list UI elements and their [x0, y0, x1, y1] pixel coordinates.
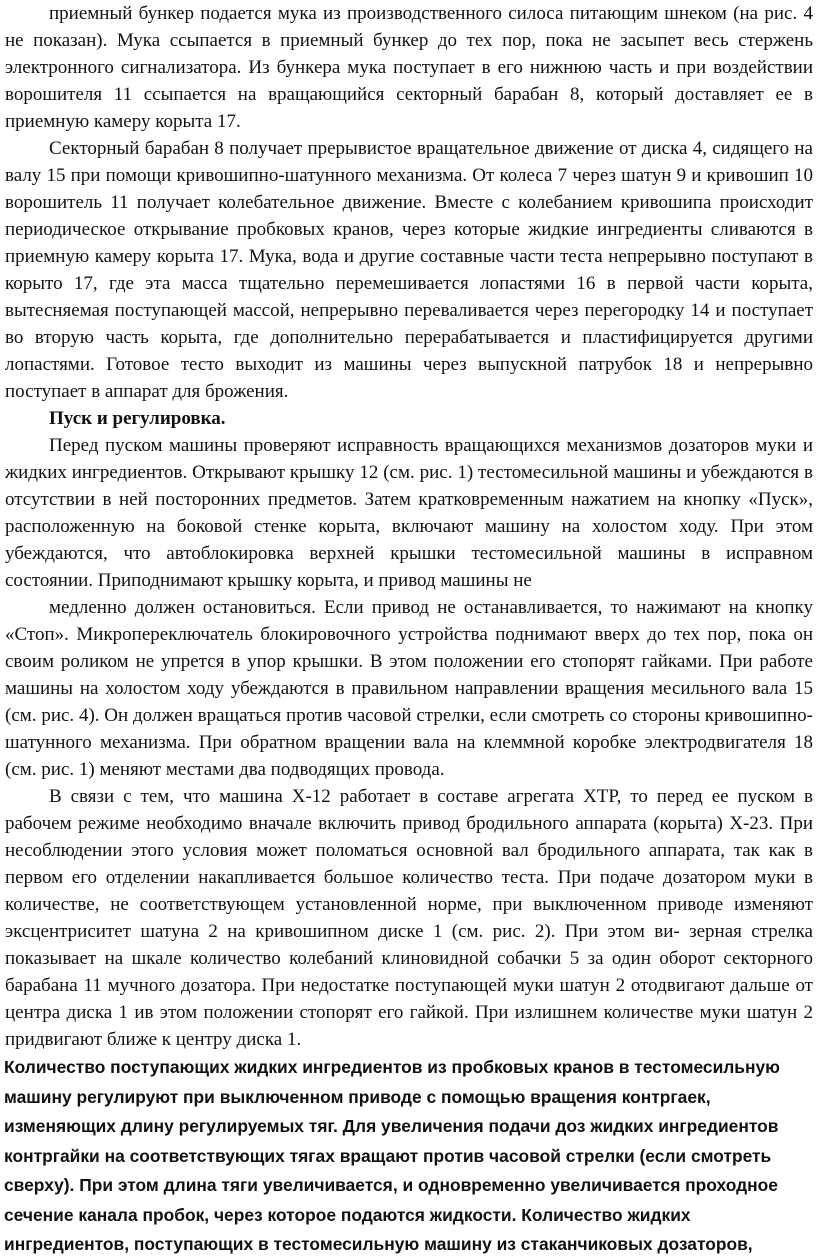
paragraph-aggregate-operation: В связи с тем, что машина Х-12 работает в составе агрегата ХТР, то перед ее пуском в рабочем режиме необходимо вначале включить привод бродильного аппарата (корыта) Х-23. При несоблюдении этого условия может поломаться основной вал бродильного аппарата, так как в первом его отделении накапливается большое количество теста. При подаче дозатором муки в количестве, не соответствующем установленной норме, при выключенном приводе изменяют эксцентриситет шатуна 2 на кривошипном диске 1 (см. рис. 2). При этом ви- зерная стрелка показывает на шкале количество колебаний клиновидной собачки 5 за один оборот секторного барабана 11 мучного дозатора. При недостатке поступающей муки шатун 2 отодвигают дальше от центра диска 1 ив этом положении стопорят его гайкой. При излишнем количестве муки шатун 2 придвигают ближе к центру диска 1. [5, 786, 813, 1050]
paragraph-stop-procedure: медленно должен остановиться. Если привод не останавливается, то нажимают на кнопку «Стоп». Микропереключатель блокировочного устройства поднимают вверх до тех пор, пока он своим роликом не упрется в упор крышки. В этом положении его стопорят гайками. При работе машины на холостом ходу убеждаются в правильном направлении вращения месильного вала 15 (см. рис. 4). Он должен вращаться против часовой стрелки, если смотреть со стороны кривошипно-шатунного механизма. При обратном вращении вала на клеммной коробке электродвигателя 18 (см. рис. 1) меняют местами два подводящих провода. [5, 597, 813, 780]
paragraph-flour-feed: приемный бункер подается мука из производственного силоса питающим шнеком (на рис. 4 не показан). Мука ссыпается в приемный бункер до тех пор, пока не засыпет весь стержень электронного сигнализатора. Из бункера мука поступает в его нижнюю часть и при воздействии ворошителя 11 ссыпается на вращающийся секторный барабан 8, который доставляет ее в приемную камеру корыта 17. [5, 3, 813, 132]
paragraph-sector-drum: Секторный барабан 8 получает прерывистое вращательное движение от диска 4, сидящего на валу 15 при помощи кривошипно-шатунного механизма. От колеса 7 через шатун 9 и кривошип 10 ворошитель 11 получает колебательное движение. Вместе с колебанием кривошипа происходит периодическое открывание пробковых кранов, через которые жидкие ингредиенты сливаются в приемную камеру корыта 17. Мука, вода и другие составные части теста непрерывно поступают в корыто 17, где эта масса тщательно перемешивается лопастями 16 в первой части корыта, вытесняемая поступающей массой, непрерывно переваливается через перегородку 14 и поступает во вторую часть корыта, где дополнительно перерабатывается и пластифицируется другими лопастями. Готовое тесто выходит из машины через выпускной патрубок 18 и непрерывно поступает в аппарат для брожения. [5, 138, 813, 402]
paragraph-liquid-ingredients: Количество поступающих жидких ингредиентов из пробковых кранов в тестомесильную машину регулируют при выключенном приводе с помощью вращения контргаек, изменяющих длину регулируемых тяг. Для увеличения подачи доз жидких ингредиентов контргайки на соответствующих тягах вращают против часовой стрелки (если смотреть сверху). При этом длина тяги увеличивается, и одновременно увеличивается проходное сечение канала пробок, через которое подаются жидкости. Количество жидких ингредиентов, поступающих в тестомесильную машину из стаканчиковых дозаторов, [4, 1057, 781, 1254]
document-body [5, 0, 813, 1260]
section-heading-start-adjustment: Пуск и регулировка. [49, 408, 226, 429]
paragraph-startup-check: Перед пуском машины проверяют исправность вращающихся механизмов дозаторов муки и жидких ингредиентов. Открывают крышку 12 (см. рис. 1) тестомесильной машины и убеждаются в отсутствии в ней посторонних предметов. Затем кратковременным нажатием на кнопку «Пуск», расположенную на боковой стенке корыта, включают машину на холостом ходу. При этом убеждаются, что автоблокировка верхней крышки тестомесильной машины в исправном состоянии. Приподнимают крышку корыта, и привод машины не [5, 435, 813, 591]
